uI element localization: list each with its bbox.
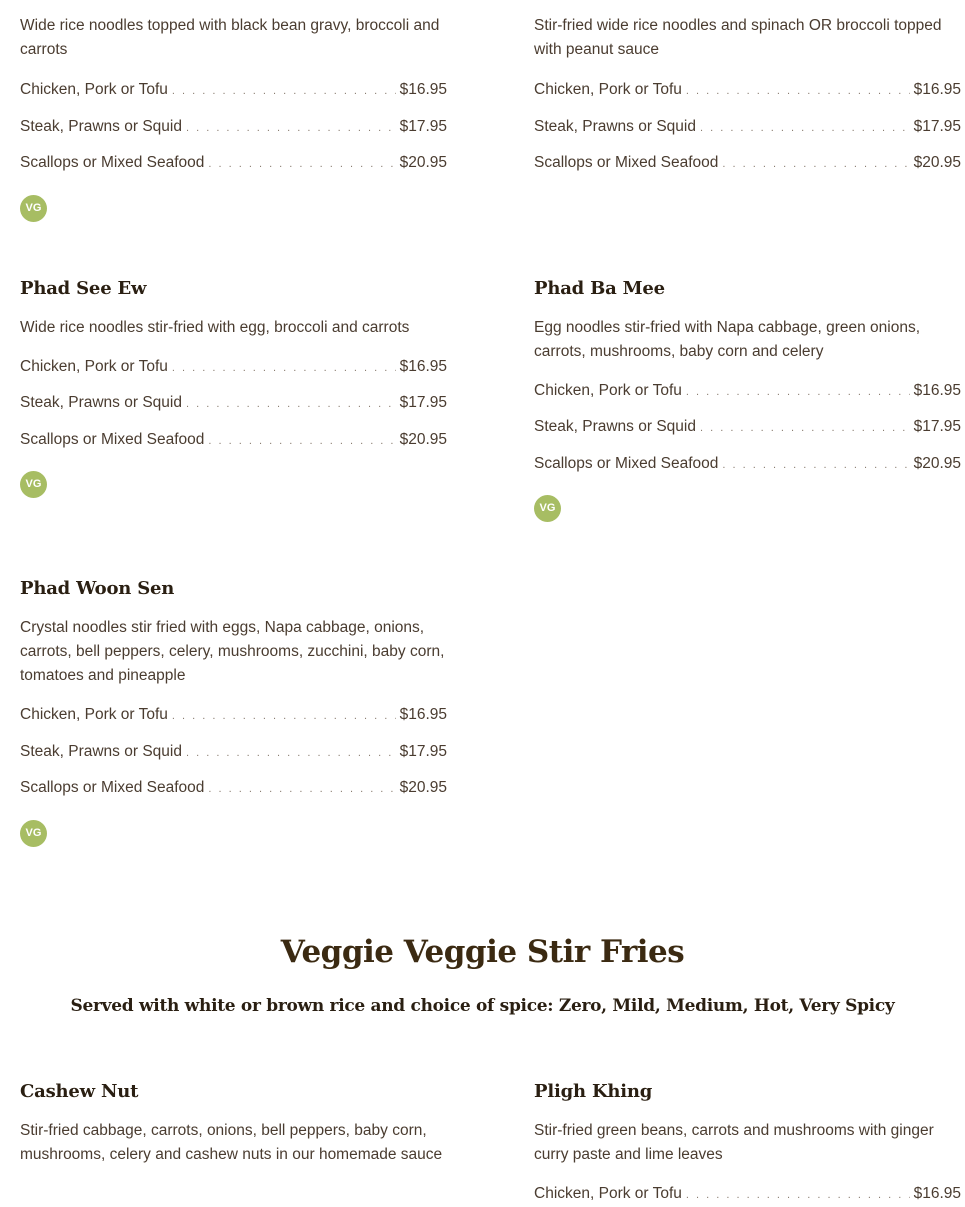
dot-leader — [186, 398, 396, 410]
price-row — [20, 154, 447, 174]
price-value: $16.95 — [913, 1185, 961, 1202]
dish-description: Wide rice noodles topped with black bean gravy, broccoli and carrots — [20, 17, 440, 58]
vegan-badge-icon: VG — [20, 195, 47, 222]
dot-leader — [686, 1189, 910, 1201]
price-value: $20.95 — [913, 154, 961, 171]
price-option: Chicken, Pork or Tofu — [534, 382, 682, 399]
price-row — [20, 81, 447, 101]
price-row — [20, 706, 447, 726]
dot-leader — [700, 122, 910, 134]
dot-leader — [208, 783, 395, 795]
price-row — [534, 118, 961, 138]
dot-leader — [686, 386, 910, 398]
price-row — [534, 81, 961, 101]
price-row — [534, 154, 961, 174]
price-row — [20, 118, 447, 138]
price-row — [534, 418, 961, 438]
price-value: $16.95 — [913, 81, 961, 98]
dish-description: Egg noodles stir-fried with Napa cabbage, green onions, carrots, mushrooms, baby corn and celery — [534, 319, 921, 360]
dish-title: Phad Ba Mee — [534, 278, 665, 299]
price-option: Steak, Prawns or Squid — [20, 394, 182, 411]
price-row — [534, 455, 961, 475]
dot-leader — [722, 158, 909, 170]
price-value: $17.95 — [913, 118, 961, 135]
price-value: $17.95 — [399, 394, 447, 411]
vegan-badge-icon: VG — [534, 495, 561, 522]
price-option: Scallops or Mixed Seafood — [20, 431, 205, 448]
section-subtitle: Served with white or brown rice and choice of spice: Zero, Mild, Medium, Hot, Very Spicy — [70, 996, 895, 1016]
price-option: Steak, Prawns or Squid — [534, 118, 696, 135]
dish-title: Phad Woon Sen — [20, 578, 175, 599]
price-option: Scallops or Mixed Seafood — [20, 154, 205, 171]
dot-leader — [172, 85, 396, 97]
price-value: $17.95 — [913, 418, 961, 435]
dot-leader — [186, 122, 396, 134]
price-value: $17.95 — [399, 743, 447, 760]
vegan-badge-icon: VG — [20, 820, 47, 847]
price-option: Steak, Prawns or Squid — [534, 418, 696, 435]
dot-leader — [208, 435, 395, 447]
dish-title: Cashew Nut — [20, 1081, 139, 1102]
price-option: Steak, Prawns or Squid — [20, 743, 182, 760]
price-row — [20, 779, 447, 799]
dot-leader — [722, 459, 909, 471]
dish-description: Stir-fried green beans, carrots and mushrooms with ginger curry paste and lime leaves — [534, 1122, 934, 1163]
price-value: $16.95 — [913, 382, 961, 399]
dish-title: Phad See Ew — [20, 278, 147, 299]
price-option: Chicken, Pork or Tofu — [20, 706, 168, 723]
price-row — [20, 743, 447, 763]
dish-description: Wide rice noodles stir-fried with egg, broccoli and carrots — [20, 319, 410, 336]
dot-leader — [172, 710, 396, 722]
price-row — [20, 358, 447, 378]
dish-description: Crystal noodles stir fried with eggs, Napa cabbage, onions, carrots, bell peppers, celery, mushrooms, zucchini, baby corn, tomatoes and pineapple — [20, 619, 445, 684]
price-value: $16.95 — [399, 358, 447, 375]
price-value: $16.95 — [399, 706, 447, 723]
price-value: $17.95 — [399, 118, 447, 135]
price-option: Chicken, Pork or Tofu — [534, 1185, 682, 1202]
price-option: Chicken, Pork or Tofu — [20, 81, 168, 98]
vegan-badge-icon: VG — [20, 471, 47, 498]
dot-leader — [686, 85, 910, 97]
price-row — [534, 382, 961, 402]
price-value: $20.95 — [399, 154, 447, 171]
price-value: $20.95 — [913, 455, 961, 472]
price-value: $16.95 — [399, 81, 447, 98]
price-option: Scallops or Mixed Seafood — [20, 779, 205, 796]
dot-leader — [186, 747, 396, 759]
dot-leader — [172, 362, 396, 374]
price-row — [534, 1185, 961, 1205]
price-option: Chicken, Pork or Tofu — [20, 358, 168, 375]
price-row — [20, 431, 447, 451]
dot-leader — [208, 158, 395, 170]
price-row — [20, 394, 447, 414]
dish-title: Pligh Khing — [534, 1081, 653, 1102]
price-option: Scallops or Mixed Seafood — [534, 154, 719, 171]
dish-description: Stir-fried cabbage, carrots, onions, bell peppers, baby corn, mushrooms, celery and cashew nuts in our homemade sauce — [20, 1122, 443, 1163]
price-value: $20.95 — [399, 779, 447, 796]
price-option: Chicken, Pork or Tofu — [534, 81, 682, 98]
price-value: $20.95 — [399, 431, 447, 448]
price-option: Scallops or Mixed Seafood — [534, 455, 719, 472]
section-title: Veggie Veggie Stir Fries — [280, 934, 685, 970]
dot-leader — [700, 422, 910, 434]
price-option: Steak, Prawns or Squid — [20, 118, 182, 135]
dish-description: Stir-fried wide rice noodles and spinach OR broccoli topped with peanut sauce — [534, 17, 942, 58]
